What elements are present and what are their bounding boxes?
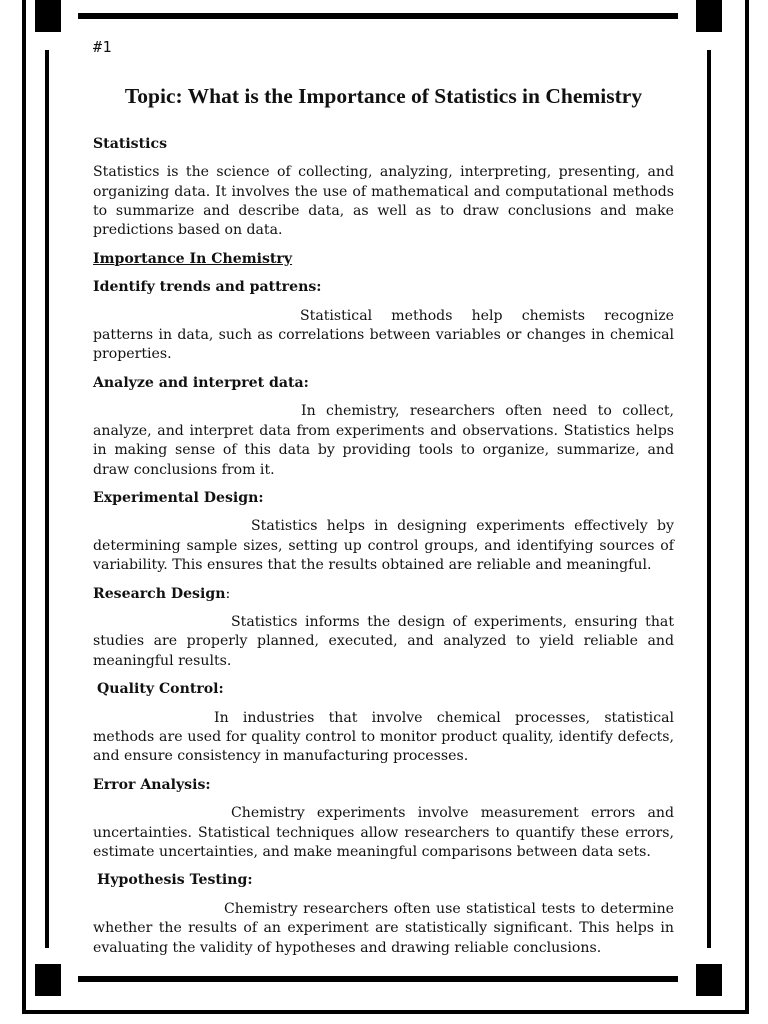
section-heading-colon: :: [225, 585, 231, 602]
section-paragraph-text: Statistical methods help chemists recognize patterns in data, such as correlations between variables or changes in chemical properties.: [93, 307, 674, 363]
section-paragraph: [93, 517, 674, 575]
section-paragraph-text: In chemistry, researchers often need to collect, analyze, and interpret data from experiments and observations. Statistics helps in making sense of this data by providing tools to organize, summarize, and draw conclusions from it.: [93, 403, 674, 478]
document-body: [93, 38, 674, 967]
section-paragraph: [93, 900, 674, 958]
section-paragraph-text: Chemistry experiments involve measurement errors and uncertainties. Statistical techniques allow researchers to quantify these errors, estimate uncertainties, and make meaningful comparisons between data sets.: [93, 805, 674, 860]
section-paragraph: [93, 709, 674, 767]
section-paragraph: [93, 804, 674, 862]
section-heading: Hypothesis Testing:: [97, 872, 253, 889]
page-title: Topic: What is the Importance of Statistics in Chemistry: [124, 84, 643, 109]
section-heading: Identify trends and pattrens:: [93, 279, 322, 296]
section-heading: Analyze and interpret data:: [93, 374, 309, 391]
intro-paragraph: Statistics is the science of collecting, analyzing, interpreting, presenting, and organizing data. It involves the use of mathematical and computational methods to summarize and describe data, as well as to draw conclusions and make predictions based on data.: [93, 164, 674, 239]
section-paragraph: [93, 402, 674, 480]
section-paragraph: [93, 307, 674, 365]
section-paragraph-text: Statistics informs the design of experiments, ensuring that studies are properly planned, executed, and analyzed to yield reliable and meaningful results.: [93, 613, 674, 669]
section-paragraph: [93, 613, 674, 671]
section-heading-text: Research Design: [93, 585, 226, 602]
section-heading: Quality Control:: [97, 681, 224, 698]
intro-heading: Statistics: [93, 135, 167, 152]
importance-heading: Importance In Chemistry: [93, 250, 293, 267]
section-heading: [93, 585, 674, 604]
section-paragraph-text: In industries that involve chemical processes, statistical methods are used for quality control to monitor product quality, identify defects, and ensure consistency in manufacturing processes.: [93, 709, 674, 765]
section-heading: Experimental Design:: [93, 489, 264, 506]
section-paragraph-text: Chemistry researchers often use statistical tests to determine whether the results of an experiment are statistically significant. This helps in evaluating the validity of hypotheses and drawing reliable conclusions.: [93, 900, 674, 956]
section-paragraph-text: Statistics helps in designing experiments effectively by determining sample sizes, setting up control groups, and identifying sources of variability. This ensures that the results obtained are reliable and meaningful.: [93, 518, 674, 574]
page-number: #1: [93, 38, 113, 56]
section-heading: Error Analysis:: [93, 776, 211, 793]
